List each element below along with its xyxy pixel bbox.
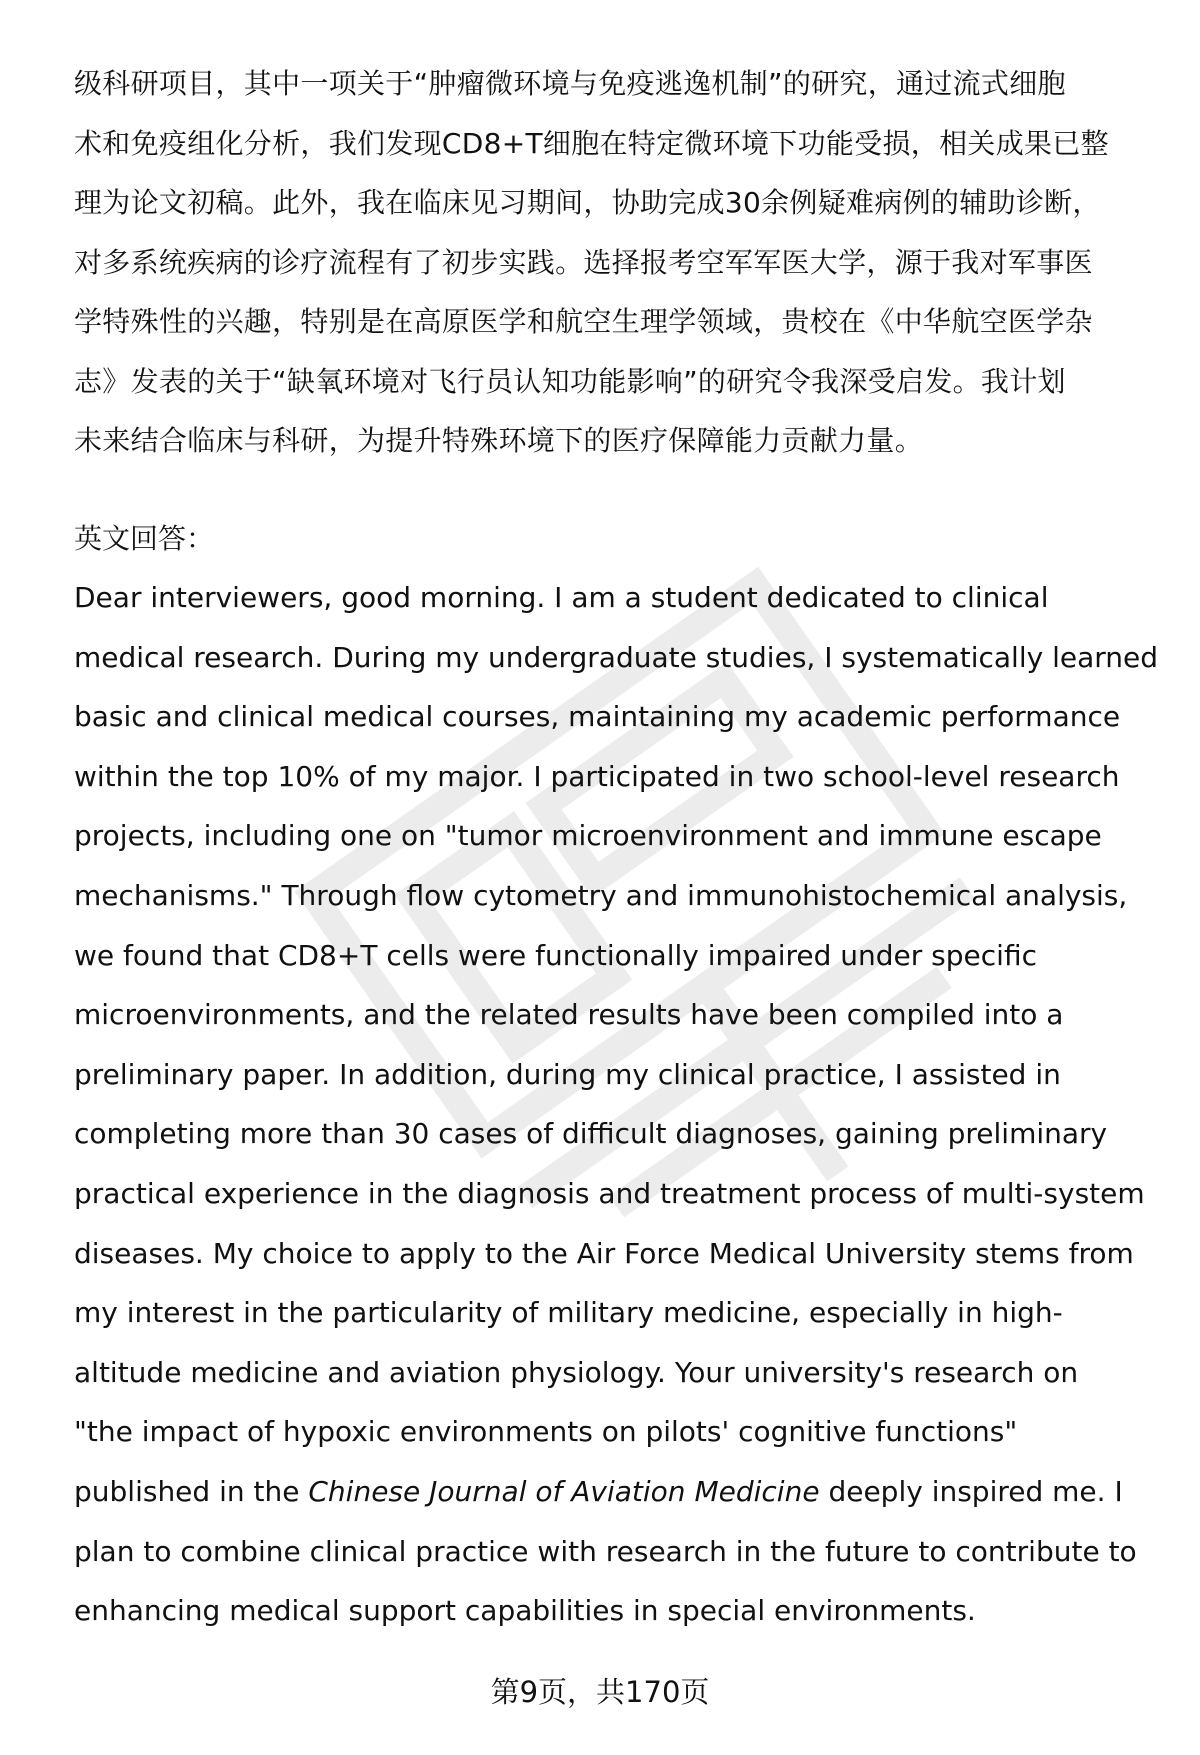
text-line: basic and clinical medical courses, maintaining my academic performance	[74, 700, 1121, 734]
text-line: 级科研项目，其中一项关于“肿瘤微环境与免疫逃逸机制”的研究，通过流式细胞	[74, 67, 1066, 100]
english-answer-heading: 英文回答：	[74, 521, 215, 555]
text-segment: deeply inspired me. I	[819, 1474, 1123, 1508]
document-body	[74, 54, 1164, 1641]
text-line: projects, including one on "tumor microenvironment and immune escape	[74, 819, 1102, 853]
journal-title: Chinese Journal of Aviation Medicine	[308, 1474, 820, 1508]
text-line: 学特殊性的兴趣，特别是在高原医学和航空生理学领域，贵校在《中华航空医学杂	[74, 305, 1093, 338]
text-line: 志》发表的关于“缺氧环境对飞行员认知功能影响”的研究令我深受启发。我计划	[74, 364, 1066, 398]
text-line: Dear interviewers, good morning. I am a student dedicated to clinical	[74, 581, 1049, 614]
chinese-answer-paragraph	[74, 54, 1164, 471]
text-line: 术和免疫组化分析，我们发现CD8+T细胞在特定微环境下功能受损，相关成果已整	[74, 126, 1109, 160]
text-line: within the top 10% of my major. I participated in two school-level research	[74, 759, 1120, 793]
text-line: microenvironments, and the related results have been compiled into a	[74, 998, 1064, 1032]
text-line: diseases. My choice to apply to the Air Force Medical University stems from	[74, 1236, 1134, 1270]
text-line: enhancing medical support capabilities in special environments.	[74, 1594, 976, 1628]
text-line: "the impact of hypoxic environments on pilots' cognitive functions"	[74, 1415, 1018, 1449]
text-line: 未来结合临床与科研，为提升特殊环境下的医疗保障能力贡献力量。	[74, 424, 924, 457]
text-line: altitude medicine and aviation physiology. Your university's research on	[74, 1355, 1079, 1389]
text-line-with-journal-title	[74, 1462, 1164, 1522]
text-line: medical research. During my undergraduate studies, I systematically learned	[74, 640, 1159, 674]
text-line: completing more than 30 cases of difficult diagnoses, gaining preliminary	[74, 1117, 1108, 1151]
text-line: plan to combine clinical practice with research in the future to contribute to	[74, 1534, 1137, 1568]
text-line: preliminary paper. In addition, during my clinical practice, I assisted in	[74, 1057, 1061, 1091]
text-line: we found that CD8+T cells were functionally impaired under specific	[74, 938, 1037, 972]
text-line: practical experience in the diagnosis and treatment process of multi-system	[74, 1176, 1145, 1210]
text-line: 理为论文初稿。此外，我在临床见习期间，协助完成30余例疑难病例的辅助诊断，	[74, 186, 1101, 219]
text-line: my interest in the particularity of military medicine, especially in high-	[74, 1296, 1063, 1330]
english-answer-paragraph	[74, 568, 1164, 1641]
text-segment: published in the	[74, 1474, 309, 1508]
text-line: 对多系统疾病的诊疗流程有了初步实践。选择报考空军军医大学，源于我对军事医	[74, 245, 1093, 279]
page-number-footer: 第9页，共170页	[490, 1675, 710, 1709]
text-line: mechanisms." Through flow cytometry and immunohistochemical analysis,	[74, 878, 1128, 912]
